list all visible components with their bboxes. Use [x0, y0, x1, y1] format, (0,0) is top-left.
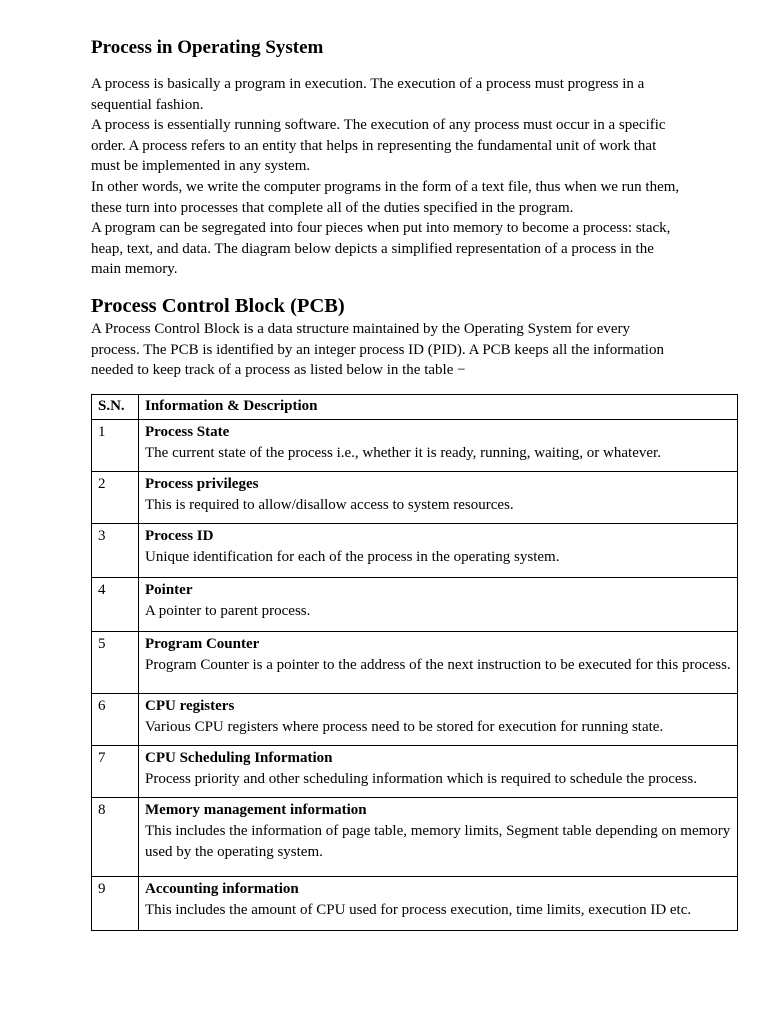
row-title: Process privileges — [145, 475, 259, 492]
row-sn: 1 — [92, 419, 139, 471]
table-row — [92, 745, 738, 797]
pcb-table — [91, 394, 738, 931]
pcb-heading: Process Control Block (PCB) — [91, 294, 345, 317]
row-sn: 4 — [92, 577, 139, 631]
row-title: Process State — [145, 423, 230, 440]
row-title: Accounting information — [145, 880, 299, 897]
row-sn: 6 — [92, 693, 139, 745]
row-desc: This is required to allow/disallow access to system resources. — [145, 497, 514, 514]
row-sn: 2 — [92, 471, 139, 523]
row-desc: This includes the amount of CPU used for process execution, time limits, execution ID etc. — [145, 902, 692, 919]
table-row — [92, 693, 738, 745]
header-info: Information & Description — [139, 394, 738, 419]
row-title: Pointer — [145, 581, 193, 598]
row-desc: This includes the information of page table, memory limits, Segment table depending on memory used by the operating system. — [145, 823, 731, 860]
table-header-row — [92, 394, 738, 419]
row-title: Memory management information — [145, 801, 367, 818]
table-row — [92, 876, 738, 930]
row-desc: Various CPU registers where process need to be stored for execution for running state. — [145, 719, 664, 736]
row-desc: Program Counter is a pointer to the address of the next instruction to be executed for this process. — [145, 657, 731, 674]
table-row — [92, 523, 738, 577]
row-desc: A pointer to parent process. — [145, 603, 311, 620]
document-page — [91, 36, 738, 931]
row-sn: 8 — [92, 797, 139, 876]
page-title: Process in Operating System — [91, 37, 324, 58]
row-info — [139, 419, 738, 471]
row-info — [139, 471, 738, 523]
table-row — [92, 577, 738, 631]
row-sn: 9 — [92, 876, 139, 930]
intro-paragraph: A process is basically a program in execution. The execution of a process must progress in a sequential fashion. — [91, 76, 645, 113]
row-info — [139, 745, 738, 797]
row-info — [139, 797, 738, 876]
row-title: Program Counter — [145, 635, 260, 652]
row-title: CPU registers — [145, 697, 235, 714]
pcb-intro-paragraph: A Process Control Block is a data structure maintained by the Operating System for every process. The PCB is identified by an integer process ID (PID). A PCB keeps all the information needed to keep track of a process as listed below in the table − — [91, 320, 664, 379]
row-info — [139, 631, 738, 693]
row-sn: 7 — [92, 745, 139, 797]
row-sn: 5 — [92, 631, 139, 693]
table-row — [92, 471, 738, 523]
intro-section — [91, 74, 681, 280]
row-info — [139, 523, 738, 577]
intro-paragraph: In other words, we write the computer programs in the form of a text file, thus when we run them, these turn into processes that complete all of the duties specified in the program. — [91, 178, 680, 216]
row-info — [139, 693, 738, 745]
row-desc: The current state of the process i.e., whether it is ready, running, waiting, or whatever. — [145, 445, 661, 462]
intro-paragraph: A program can be segregated into four pieces when put into memory to become a process: stack, heap, text, and data. The diagram below depicts a simplified representation of a process in the main memory. — [91, 220, 671, 278]
row-info — [139, 876, 738, 930]
row-info — [139, 577, 738, 631]
row-title: CPU Scheduling Information — [145, 749, 333, 766]
table-row — [92, 797, 738, 876]
row-sn: 3 — [92, 523, 139, 577]
row-title: Process ID — [145, 527, 214, 544]
intro-paragraph: A process is essentially running software. The execution of any process must occur in a specific order. A process refers to an entity that helps in representing the fundamental unit of work that must be implemented in any system. — [91, 117, 666, 175]
table-row — [92, 631, 738, 693]
row-desc: Process priority and other scheduling information which is required to schedule the process. — [145, 771, 697, 788]
header-sn: S.N. — [92, 394, 139, 419]
table-row — [92, 419, 738, 471]
row-desc: Unique identification for each of the process in the operating system. — [145, 549, 560, 566]
